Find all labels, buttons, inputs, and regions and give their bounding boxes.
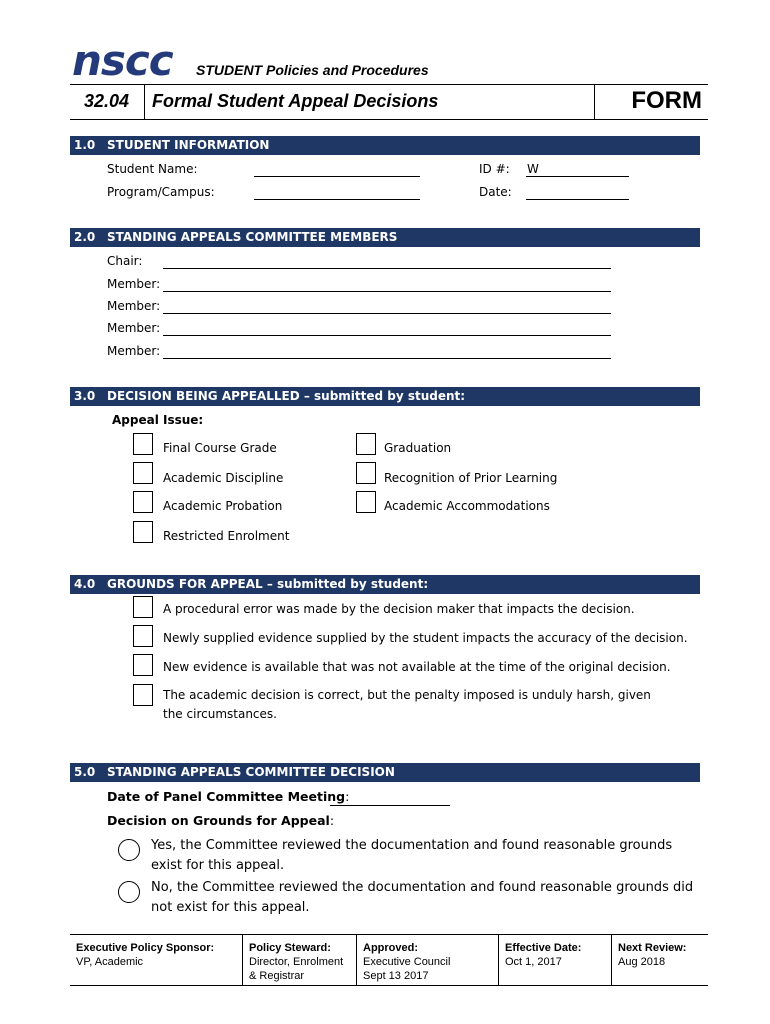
penalty-harsh-checkbox[interactable] — [133, 684, 153, 706]
section-header-1 — [70, 136, 700, 155]
sponsor-cell — [70, 935, 242, 985]
section-number: 5.0 — [74, 765, 96, 779]
section-title: GROUNDS FOR APPEAL – submitted by student: — [107, 577, 429, 591]
grounds-option-label: Newly supplied evidence supplied by the student impacts the accuracy of the decision. — [163, 631, 688, 645]
approved-label: Approved: — [363, 942, 418, 954]
decision-yes-radio[interactable] — [118, 839, 140, 861]
member-field[interactable] — [163, 313, 611, 314]
decision-colon: : — [329, 813, 335, 828]
title-divider — [594, 85, 595, 119]
section-header-3 — [70, 387, 700, 406]
document-subtitle: STUDENT Policies and Procedures — [196, 62, 429, 78]
meeting-date-row — [107, 790, 349, 804]
steward-cell — [243, 935, 356, 985]
appeal-issue-label: Appeal Issue: — [112, 413, 204, 427]
policy-number: 32.04 — [84, 91, 130, 111]
sponsor-value: VP, Academic — [76, 956, 144, 968]
section-title: STANDING APPEALS COMMITTEE DECISION — [107, 765, 395, 779]
new-evidence-supplied-checkbox[interactable] — [133, 625, 153, 647]
program-campus-label: Program/Campus: — [107, 185, 215, 199]
meeting-date-label: Date of Panel Committee Meeting — [107, 789, 346, 804]
option-label: Academic Probation — [163, 499, 283, 513]
academic-accommodations-checkbox[interactable] — [356, 491, 376, 513]
member-label: Member: — [107, 299, 161, 313]
date-label: Date: — [479, 185, 512, 199]
graduation-checkbox[interactable] — [356, 433, 376, 455]
effective-date-cell — [499, 935, 612, 985]
section-header-2 — [70, 228, 700, 247]
form-tag: FORM — [631, 87, 702, 114]
policy-footer-table — [70, 934, 708, 986]
title-divider — [144, 85, 145, 119]
decision-label: Decision on Grounds for Appeal — [107, 813, 330, 828]
chair-label: Chair: — [107, 254, 143, 268]
option-label: Final Course Grade — [163, 441, 277, 455]
meeting-date-colon: : — [345, 789, 350, 804]
section-number: 1.0 — [74, 138, 96, 152]
section-number: 4.0 — [74, 577, 96, 591]
option-label: Academic Discipline — [163, 471, 284, 485]
steward-value: Director, Enrolment & Registrar — [249, 956, 344, 982]
decision-no-radio[interactable] — [118, 881, 140, 903]
option-label: Academic Accommodations — [384, 499, 550, 513]
recognition-prior-learning-checkbox[interactable] — [356, 462, 376, 484]
approved-value: Executive Council — [363, 956, 451, 968]
new-evidence-available-checkbox[interactable] — [133, 654, 153, 676]
approved-date: Sept 13 2017 — [363, 970, 429, 982]
academic-probation-checkbox[interactable] — [133, 491, 153, 513]
member-label: Member: — [107, 344, 161, 358]
id-field[interactable] — [526, 176, 629, 177]
program-campus-field[interactable] — [254, 199, 420, 200]
next-review-value: Aug 2018 — [618, 956, 666, 968]
student-name-field[interactable] — [254, 176, 420, 177]
student-name-label: Student Name: — [107, 162, 198, 176]
section-title: STANDING APPEALS COMMITTEE MEMBERS — [107, 230, 398, 244]
member-field[interactable] — [163, 358, 611, 359]
approved-cell — [357, 935, 499, 985]
sponsor-label: Executive Policy Sponsor: — [76, 942, 215, 954]
id-label: ID #: — [479, 162, 510, 176]
grounds-option-label: The academic decision is correct, but the penalty imposed is unduly harsh, given the circumstances. — [163, 688, 651, 721]
page-title: Formal Student Appeal Decisions — [152, 91, 439, 111]
section-header-5 — [70, 763, 700, 782]
nscc-logo: nscc — [72, 36, 173, 85]
option-label: Restricted Enrolment — [163, 529, 290, 543]
decision-no-text: No, the Committee reviewed the documentation and found reasonable grounds did not exist for this appeal. — [151, 880, 694, 915]
next-review-label: Next Review: — [618, 942, 687, 954]
member-label: Member: — [107, 277, 161, 291]
next-review-cell — [612, 935, 708, 985]
option-label: Recognition of Prior Learning — [384, 471, 558, 485]
section-number: 2.0 — [74, 230, 96, 244]
academic-discipline-checkbox[interactable] — [133, 462, 153, 484]
title-row — [70, 84, 708, 120]
decision-row — [107, 814, 334, 828]
option-label: Graduation — [384, 441, 452, 455]
restricted-enrolment-checkbox[interactable] — [133, 521, 153, 543]
section-header-4 — [70, 575, 700, 594]
grounds-option-label: A procedural error was made by the decision maker that impacts the decision. — [163, 602, 635, 616]
section-title: DECISION BEING APPEALLED – submitted by student: — [107, 389, 466, 403]
section-number: 3.0 — [74, 389, 96, 403]
effective-date-label: Effective Date: — [505, 942, 582, 954]
final-course-grade-checkbox[interactable] — [133, 433, 153, 455]
chair-field[interactable] — [163, 268, 611, 269]
member-field[interactable] — [163, 291, 611, 292]
section-title: STUDENT INFORMATION — [107, 138, 270, 152]
date-field[interactable] — [526, 199, 629, 200]
member-label: Member: — [107, 321, 161, 335]
decision-yes-text: Yes, the Committee reviewed the documentation and found reasonable grounds exist for this appeal. — [151, 838, 673, 873]
procedural-error-checkbox[interactable] — [133, 596, 153, 618]
meeting-date-field[interactable] — [330, 805, 450, 806]
steward-label: Policy Steward: — [249, 942, 331, 954]
id-prefix: W — [527, 162, 539, 176]
effective-date-value: Oct 1, 2017 — [505, 956, 562, 968]
grounds-option-label: New evidence is available that was not available at the time of the original decision. — [163, 660, 671, 674]
member-field[interactable] — [163, 335, 611, 336]
